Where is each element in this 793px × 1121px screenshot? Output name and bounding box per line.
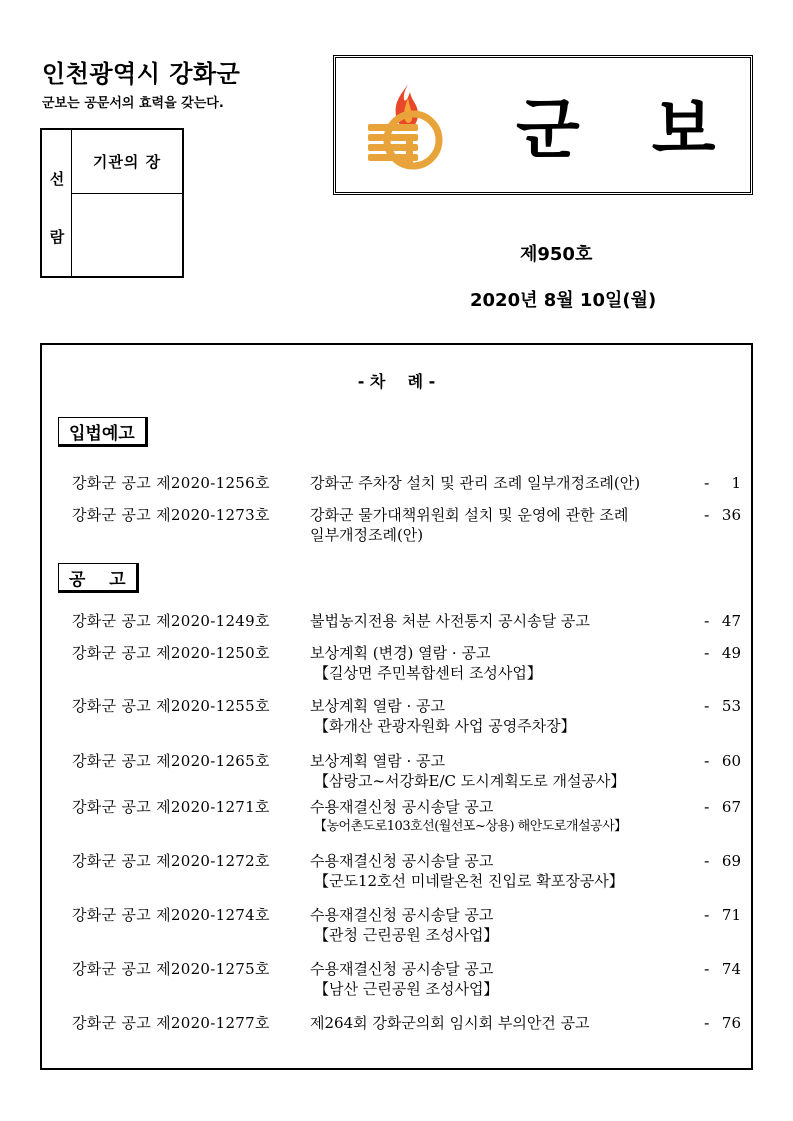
entry-title [310, 751, 710, 791]
org-title: 인천광역시 강화군 [42, 60, 241, 88]
gunbo-title: 군보 [516, 91, 788, 168]
entry-subtitle: 【삼랑고~서강화E/C 도시계획도로 개설공사】 [314, 772, 626, 790]
entry-page: 71 [721, 906, 741, 924]
entry-number: 강화군 공고 제2020-1265호 [72, 752, 270, 770]
entry-title-text: 보상계획 열람 · 공고 [310, 752, 445, 770]
entry-page: 69 [721, 852, 741, 870]
entry-page: 49 [721, 644, 741, 662]
entry-subtitle: 【군도12호선 미네랄온천 진입로 확포장공사】 [314, 872, 624, 890]
entry-title-text: 강화군 주차장 설치 및 관리 조례 일부개정조례(안) [310, 474, 641, 492]
section-label-legislative-notice: 입법예고 [58, 417, 148, 447]
entry-number: 강화군 공고 제2020-1273호 [72, 506, 270, 524]
entry-title [310, 611, 710, 631]
entry-title [310, 905, 710, 945]
entry-page: 1 [731, 474, 741, 492]
entry-number: 강화군 공고 제2020-1249호 [72, 612, 270, 630]
entry-number: 강화군 공고 제2020-1255호 [72, 697, 270, 715]
toc-frame [40, 343, 753, 1070]
entry-dash: - [704, 852, 710, 870]
entry-page: 36 [721, 506, 741, 524]
seon-ram-char: 람 [49, 228, 65, 246]
entry-dash: - [704, 798, 710, 816]
entry-title-text: 불법농지전용 처분 사전통지 공시송달 공고 [310, 612, 590, 630]
entry-number: 강화군 공고 제2020-1274호 [72, 906, 270, 924]
entry-number: 강화군 공고 제2020-1256호 [72, 474, 270, 492]
entry-page: 76 [721, 1014, 741, 1032]
entry-number: 강화군 공고 제2020-1250호 [72, 644, 270, 662]
entry-dash: - [704, 506, 710, 524]
entry-title [310, 1013, 710, 1033]
entry-title-text: 보상계획 열람 · 공고 [310, 697, 445, 715]
entry-number: 강화군 공고 제2020-1271호 [72, 798, 270, 816]
entry-title [310, 473, 710, 493]
toc-heading: - 차 례 - [357, 372, 436, 391]
entry-dash: - [704, 644, 710, 662]
seon-ram-char: 선 [49, 170, 65, 188]
issue-date: 2020년 8월 10일(월) [470, 290, 657, 311]
seon-ram-box [40, 128, 184, 278]
seon-ram-column [42, 130, 72, 276]
entry-title [310, 505, 710, 545]
entry-page: 53 [721, 697, 741, 715]
entry-page: 67 [721, 798, 741, 816]
entry-title-text: 수용재결신청 공시송달 공고 [310, 906, 494, 924]
entry-title [310, 959, 710, 999]
entry-dash: - [704, 752, 710, 770]
entry-dash: - [704, 906, 710, 924]
gunbo-emblem-icon [358, 76, 458, 176]
gunbo-masthead [333, 55, 788, 195]
entry-title [310, 643, 710, 683]
entry-title [310, 851, 710, 891]
entry-title-text: 보상계획 (변경) 열람 · 공고 [310, 644, 491, 662]
entry-title-text: 수용재결신청 공시송달 공고 [310, 798, 494, 816]
entry-subtitle: 【농어촌도로103호선(월선포~상용) 해안도로개설공사】 [314, 819, 627, 834]
entry-subtitle: 【남산 근린공원 조성사업】 [314, 980, 499, 998]
entry-dash: - [704, 612, 710, 630]
entry-page: 74 [721, 960, 741, 978]
entry-title-text: 수용재결신청 공시송달 공고 [310, 960, 494, 978]
issue-number: 제950호 [520, 244, 593, 265]
entry-number: 강화군 공고 제2020-1275호 [72, 960, 270, 978]
entry-subtitle: 【화개산 관광자원화 사업 공영주차장】 [314, 717, 576, 735]
entry-dash: - [704, 960, 710, 978]
entry-number: 강화군 공고 제2020-1277호 [72, 1014, 270, 1032]
entry-title-text: 수용재결신청 공시송달 공고 [310, 852, 494, 870]
entry-title-text: 제264회 강화군의회 임시회 부의안건 공고 [310, 1014, 590, 1032]
entry-dash: - [704, 697, 710, 715]
entry-subtitle: 일부개정조례(안) [310, 526, 424, 544]
entry-dash: - [704, 1014, 710, 1032]
entry-dash: - [704, 474, 710, 492]
entry-title [310, 797, 710, 837]
entry-page: 60 [721, 752, 741, 770]
entry-title [310, 696, 710, 736]
entry-subtitle: 【길상면 주민복합센터 조성사업】 [314, 664, 542, 682]
entry-number: 강화군 공고 제2020-1272호 [72, 852, 270, 870]
seon-ram-head: 기관의 장 [72, 130, 182, 194]
org-subtitle: 군보는 공문서의 효력을 갖는다. [42, 96, 224, 111]
entry-page: 47 [721, 612, 741, 630]
entry-title-text: 강화군 물가대책위원회 설치 및 운영에 관한 조례 [310, 506, 629, 524]
entry-subtitle: 【관청 근린공원 조성사업】 [314, 926, 499, 944]
section-label-notice: 공 고 [58, 563, 139, 593]
